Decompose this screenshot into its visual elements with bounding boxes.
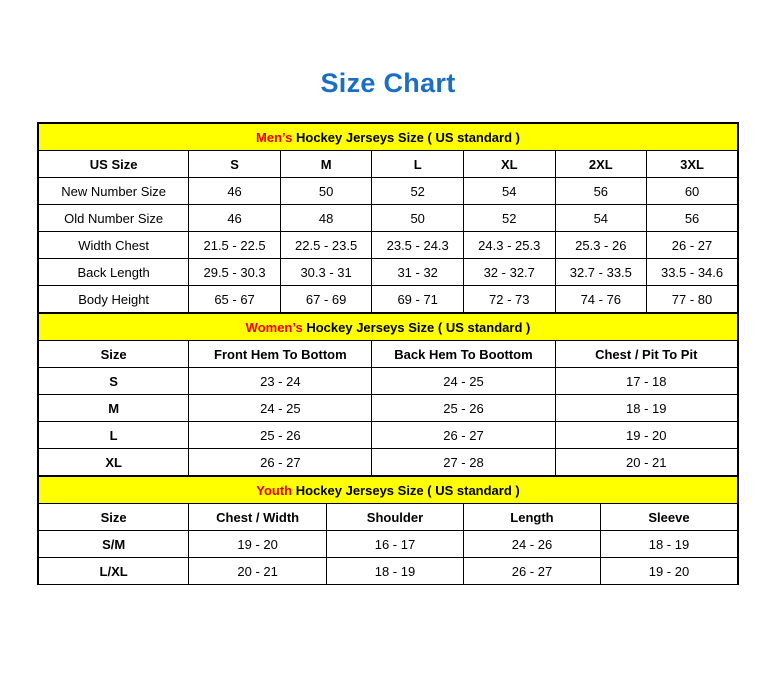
mens-row-3-val-4: 32.7 - 33.5 — [555, 259, 647, 286]
mens-row-0-val-5: 60 — [647, 178, 738, 205]
youth-size-table — [38, 476, 738, 585]
mens-col-1: S — [189, 151, 281, 178]
mens-row-1-val-4: 54 — [555, 205, 647, 232]
table-row — [39, 259, 738, 286]
mens-row-3-val-5: 33.5 - 34.6 — [647, 259, 738, 286]
mens-row-1-val-0: 46 — [189, 205, 281, 232]
mens-row-0-val-2: 52 — [372, 178, 464, 205]
womens-row-3-val-0: 26 - 27 — [189, 449, 372, 476]
mens-row-1-val-1: 48 — [280, 205, 372, 232]
youth-banner-text: Hockey Jerseys Size ( US standard ) — [292, 482, 520, 498]
youth-col-2: Shoulder — [326, 504, 463, 531]
mens-row-2-val-0: 21.5 - 22.5 — [189, 232, 281, 259]
table-row — [39, 558, 738, 585]
womens-col-2: Back Hem To Boottom — [372, 341, 555, 368]
womens-col-1: Front Hem To Bottom — [189, 341, 372, 368]
table-row — [39, 368, 738, 395]
mens-col-0: US Size — [39, 151, 189, 178]
youth-row-0-val-1: 16 - 17 — [326, 531, 463, 558]
youth-col-0: Size — [39, 504, 189, 531]
mens-row-0-val-4: 56 — [555, 178, 647, 205]
size-chart-container — [37, 122, 739, 585]
womens-row-0-val-1: 24 - 25 — [372, 368, 555, 395]
youth-row-0-val-0: 19 - 20 — [189, 531, 327, 558]
youth-banner-accent: Youth — [256, 482, 293, 498]
womens-col-3: Chest / Pit To Pit — [555, 341, 737, 368]
mens-row-2-val-4: 25.3 - 26 — [555, 232, 647, 259]
youth-header-row — [39, 504, 738, 531]
womens-row-1-label: M — [39, 395, 189, 422]
youth-banner-cell — [39, 477, 738, 504]
youth-row-1-val-0: 20 - 21 — [189, 558, 327, 585]
table-row — [39, 232, 738, 259]
mens-row-3-val-2: 31 - 32 — [372, 259, 464, 286]
mens-section-banner — [39, 124, 738, 151]
youth-row-0-val-3: 18 - 19 — [600, 531, 737, 558]
youth-row-1-val-3: 19 - 20 — [600, 558, 737, 585]
mens-row-3-label: Back Length — [39, 259, 189, 286]
womens-row-0-val-2: 17 - 18 — [555, 368, 737, 395]
womens-size-table — [38, 313, 738, 476]
womens-banner-text: Hockey Jerseys Size ( US standard ) — [302, 319, 531, 335]
mens-row-2-val-5: 26 - 27 — [647, 232, 738, 259]
mens-banner-cell — [39, 124, 738, 151]
mens-row-4-val-0: 65 - 67 — [189, 286, 281, 313]
mens-row-4-val-2: 69 - 71 — [372, 286, 464, 313]
mens-col-3: L — [372, 151, 464, 178]
womens-row-2-val-0: 25 - 26 — [189, 422, 372, 449]
mens-banner-accent: Men’s — [256, 129, 293, 145]
youth-col-1: Chest / Width — [189, 504, 327, 531]
mens-banner-text: Hockey Jerseys Size ( US standard ) — [292, 129, 520, 145]
mens-col-6: 3XL — [647, 151, 738, 178]
mens-row-2-val-1: 22.5 - 23.5 — [280, 232, 372, 259]
table-row — [39, 205, 738, 232]
mens-col-4: XL — [463, 151, 555, 178]
mens-row-0-val-0: 46 — [189, 178, 281, 205]
youth-col-4: Sleeve — [600, 504, 737, 531]
womens-row-1-val-1: 25 - 26 — [372, 395, 555, 422]
womens-row-1-val-0: 24 - 25 — [189, 395, 372, 422]
page-title: Size Chart — [320, 68, 456, 98]
youth-row-0-label: S/M — [39, 531, 189, 558]
youth-row-0-val-2: 24 - 26 — [463, 531, 600, 558]
womens-row-0-val-0: 23 - 24 — [189, 368, 372, 395]
table-row — [39, 178, 738, 205]
youth-row-1-label: L/XL — [39, 558, 189, 585]
youth-section-banner — [39, 477, 738, 504]
mens-row-4-val-5: 77 - 80 — [647, 286, 738, 313]
mens-row-4-val-4: 74 - 76 — [555, 286, 647, 313]
womens-header-row — [39, 341, 738, 368]
mens-row-3-val-1: 30.3 - 31 — [280, 259, 372, 286]
mens-row-2-val-2: 23.5 - 24.3 — [372, 232, 464, 259]
womens-banner-cell — [39, 314, 738, 341]
mens-row-3-val-3: 32 - 32.7 — [463, 259, 555, 286]
mens-row-0-label: New Number Size — [39, 178, 189, 205]
table-row — [39, 531, 738, 558]
mens-row-4-val-3: 72 - 73 — [463, 286, 555, 313]
mens-row-2-label: Width Chest — [39, 232, 189, 259]
mens-row-1-val-2: 50 — [372, 205, 464, 232]
table-row — [39, 286, 738, 313]
youth-col-3: Length — [463, 504, 600, 531]
mens-row-4-label: Body Height — [39, 286, 189, 313]
table-row — [39, 449, 738, 476]
womens-row-2-val-2: 19 - 20 — [555, 422, 737, 449]
youth-row-1-val-1: 18 - 19 — [326, 558, 463, 585]
youth-row-1-val-2: 26 - 27 — [463, 558, 600, 585]
mens-row-2-val-3: 24.3 - 25.3 — [463, 232, 555, 259]
mens-header-row — [39, 151, 738, 178]
mens-row-1-label: Old Number Size — [39, 205, 189, 232]
womens-section-banner — [39, 314, 738, 341]
mens-size-table — [38, 123, 738, 313]
mens-col-5: 2XL — [555, 151, 647, 178]
mens-row-1-val-5: 56 — [647, 205, 738, 232]
table-row — [39, 422, 738, 449]
table-row — [39, 395, 738, 422]
mens-row-0-val-1: 50 — [280, 178, 372, 205]
mens-row-4-val-1: 67 - 69 — [280, 286, 372, 313]
womens-row-2-val-1: 26 - 27 — [372, 422, 555, 449]
womens-row-3-val-1: 27 - 28 — [372, 449, 555, 476]
mens-row-1-val-3: 52 — [463, 205, 555, 232]
womens-row-1-val-2: 18 - 19 — [555, 395, 737, 422]
mens-row-3-val-0: 29.5 - 30.3 — [189, 259, 281, 286]
womens-col-0: Size — [39, 341, 189, 368]
womens-row-3-label: XL — [39, 449, 189, 476]
womens-row-0-label: S — [39, 368, 189, 395]
womens-row-2-label: L — [39, 422, 189, 449]
mens-row-0-val-3: 54 — [463, 178, 555, 205]
womens-row-3-val-2: 20 - 21 — [555, 449, 737, 476]
womens-banner-accent: Women’s — [245, 319, 303, 335]
mens-col-2: M — [280, 151, 372, 178]
